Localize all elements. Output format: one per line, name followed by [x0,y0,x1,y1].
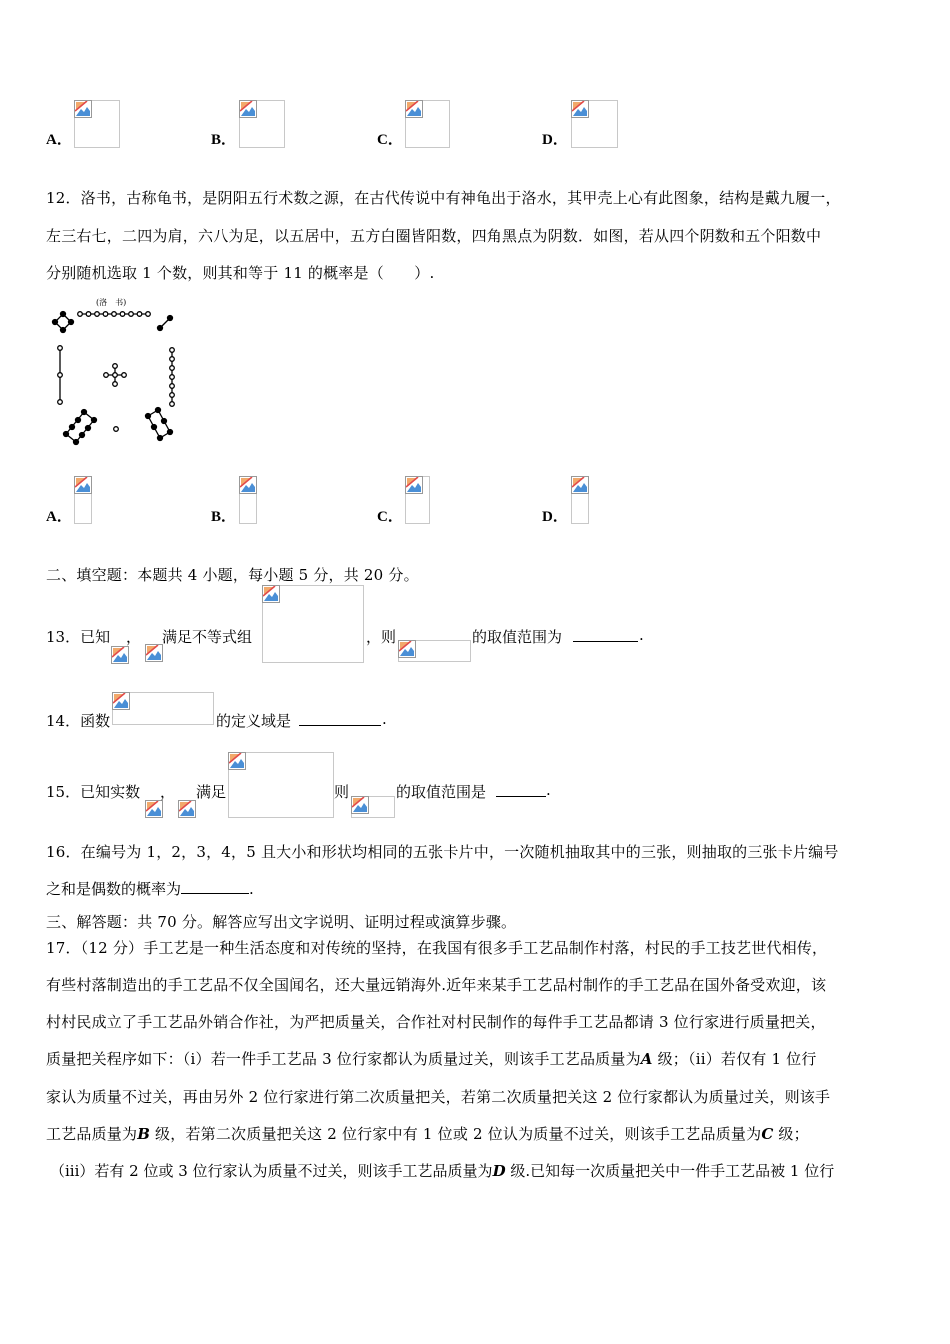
q14-text-2: 的定义域是 [216,712,292,730]
q13-text-2: ， [126,628,142,646]
option-a-image [74,100,120,148]
grade-d: D [492,1162,506,1180]
broken-image-icon [262,585,280,603]
option-c-label: C． [377,509,403,525]
q14-function-image [112,692,214,725]
q15-system-image [228,752,334,818]
section-3-heading: 三、解答题：共 70 分。解答应写出文字说明、证明过程或演算步骤。 [46,913,517,931]
option-d-label: D． [542,509,568,525]
grade-b: B [137,1125,151,1143]
luoshu-figure [46,292,186,448]
q15-text-3: 满足 [196,783,227,801]
section-2-heading: 二、填空题：本题共 4 小题，每小题 5 分，共 20 分。 [46,566,419,584]
q17-line-4 [46,1048,817,1069]
broken-image-icon [112,692,130,710]
broken-image-icon [228,752,246,770]
q15-text-2: ， [160,783,176,801]
option-d-label: D． [542,132,568,148]
q13-answer-blank [573,626,638,642]
option-b-image [239,100,285,148]
q13-x-image [111,646,129,664]
broken-image-icon [571,100,589,118]
q13-text-6: . [639,626,644,644]
q17-line-6-text-b: 级，若第二次质量把关这 2 位行家中有 1 位或 2 位认为质量不过关，则该手工艺品质量为 [150,1125,762,1143]
luoshu-title: (洛 书) [96,298,127,307]
q17-line-7-text-b: 级.已知每一次质量把关中一件手工艺品被 1 位行 [505,1162,835,1180]
option-c-image [405,476,430,524]
q16-line-1: 16．在编号为 1，2，3，4，5 且大小和形状均相同的五张卡片中，一次随机抽取其中的三张，则抽取的三张卡片编号 [46,843,839,861]
broken-image-icon [239,100,257,118]
q15-y-image [178,800,196,818]
q17-line-1: 17．（12 分）手工艺是一种生活态度和对传统的坚持，在我国有很多手工艺品制作村落，村民的手工技艺世代相传， [46,939,828,957]
q13-expr-image [398,640,471,662]
option-c-label: C． [377,132,403,148]
broken-image-icon [74,476,92,494]
q17-line-5: 家认为质量不过关，再由另外 2 位行家进行第二次质量把关，若第二次质量把关这 2 位行家都认为质量过关，则该手 [46,1088,831,1106]
q16-line-2 [46,878,254,899]
broken-image-icon [145,644,163,662]
q12-line-2: 左三右七，二四为肩，六八为足，以五居中，五方白圈皆阳数，四角黑点为阴数．如图，若从四个阴数和五个阳数中 [46,227,822,245]
broken-image-icon [239,476,257,494]
q14-text-1: 14．函数 [46,712,111,730]
q17-line-4-text-b: 级；（ii）若仅有 1 位行 [652,1050,817,1068]
q15-x-image [145,800,163,818]
broken-image-icon [398,640,416,658]
q16-line-2-end: . [249,880,254,898]
q15-text-4: 则 [334,783,350,801]
q17-line-6-text-a: 工艺品质量为 [46,1125,138,1143]
q16-line-2-text: 之和是偶数的概率为 [46,880,182,898]
q16-answer-blank [181,878,249,894]
q15-text-6: . [546,781,551,799]
option-a-label: A． [46,132,72,148]
option-c-image [405,100,450,148]
q12-line-1: 12．洛书，古称龟书，是阴阳五行术数之源，在古代传说中有神龟出于洛水，其甲壳上心有此图象，结构是戴九履一， [46,189,841,207]
q13-text-1: 13．已知 [46,628,111,646]
option-b-label: B． [211,509,237,525]
q17-line-6 [46,1123,809,1144]
q13-y-image [145,644,163,662]
grade-c: C [761,1125,774,1143]
option-a-label: A． [46,509,72,525]
q13-system-image [262,585,364,663]
q15-answer-blank [496,781,546,797]
q17-line-4-text-a: 质量把关程序如下：（i）若一件手工艺品 3 位行家都认为质量过关，则该手工艺品质量为 [46,1050,641,1068]
q17-line-6-text-c: 级； [773,1125,809,1143]
q17-line-7-text-a: （iii）若有 2 位或 3 位行家认为质量不过关，则该手工艺品质量为 [50,1162,493,1180]
option-a-image [74,476,92,524]
broken-image-icon [571,476,589,494]
q15-text-5: 的取值范围是 [396,783,487,801]
q13-text-5: 的取值范围为 [472,628,563,646]
option-b-image [239,476,257,524]
option-b-label: B． [211,132,237,148]
option-d-image [571,100,618,148]
broken-image-icon [178,800,196,818]
grade-a: A [640,1050,653,1068]
option-d-image [571,476,589,524]
q13-text-3: 满足不等式组 [162,628,253,646]
broken-image-icon [405,476,423,494]
q17-line-7 [50,1160,834,1181]
q17-line-2: 有些村落制造出的手工艺品不仅全国闻名，还大量远销海外.近年来某手工艺品村制作的手工艺品在国外备受欢迎，该 [46,976,827,994]
q17-line-3: 村村民成立了手工艺品外销合作社，为严把质量关，合作社对村民制作的每件手工艺品都请 3 位行家进行质量把关， [46,1013,826,1031]
broken-image-icon [145,800,163,818]
q14-answer-blank [299,710,381,726]
q15-text-1: 15．已知实数 [46,783,141,801]
broken-image-icon [111,646,129,664]
broken-image-icon [74,100,92,118]
q13-text-4: ，则 [366,628,397,646]
broken-image-icon [405,100,423,118]
q14-text-3: . [382,710,387,728]
broken-image-icon [351,796,369,814]
q12-line-3: 分别随机选取 1 个数，则其和等于 11 的概率是（ ）. [46,264,435,282]
q15-expr-image [351,796,395,818]
